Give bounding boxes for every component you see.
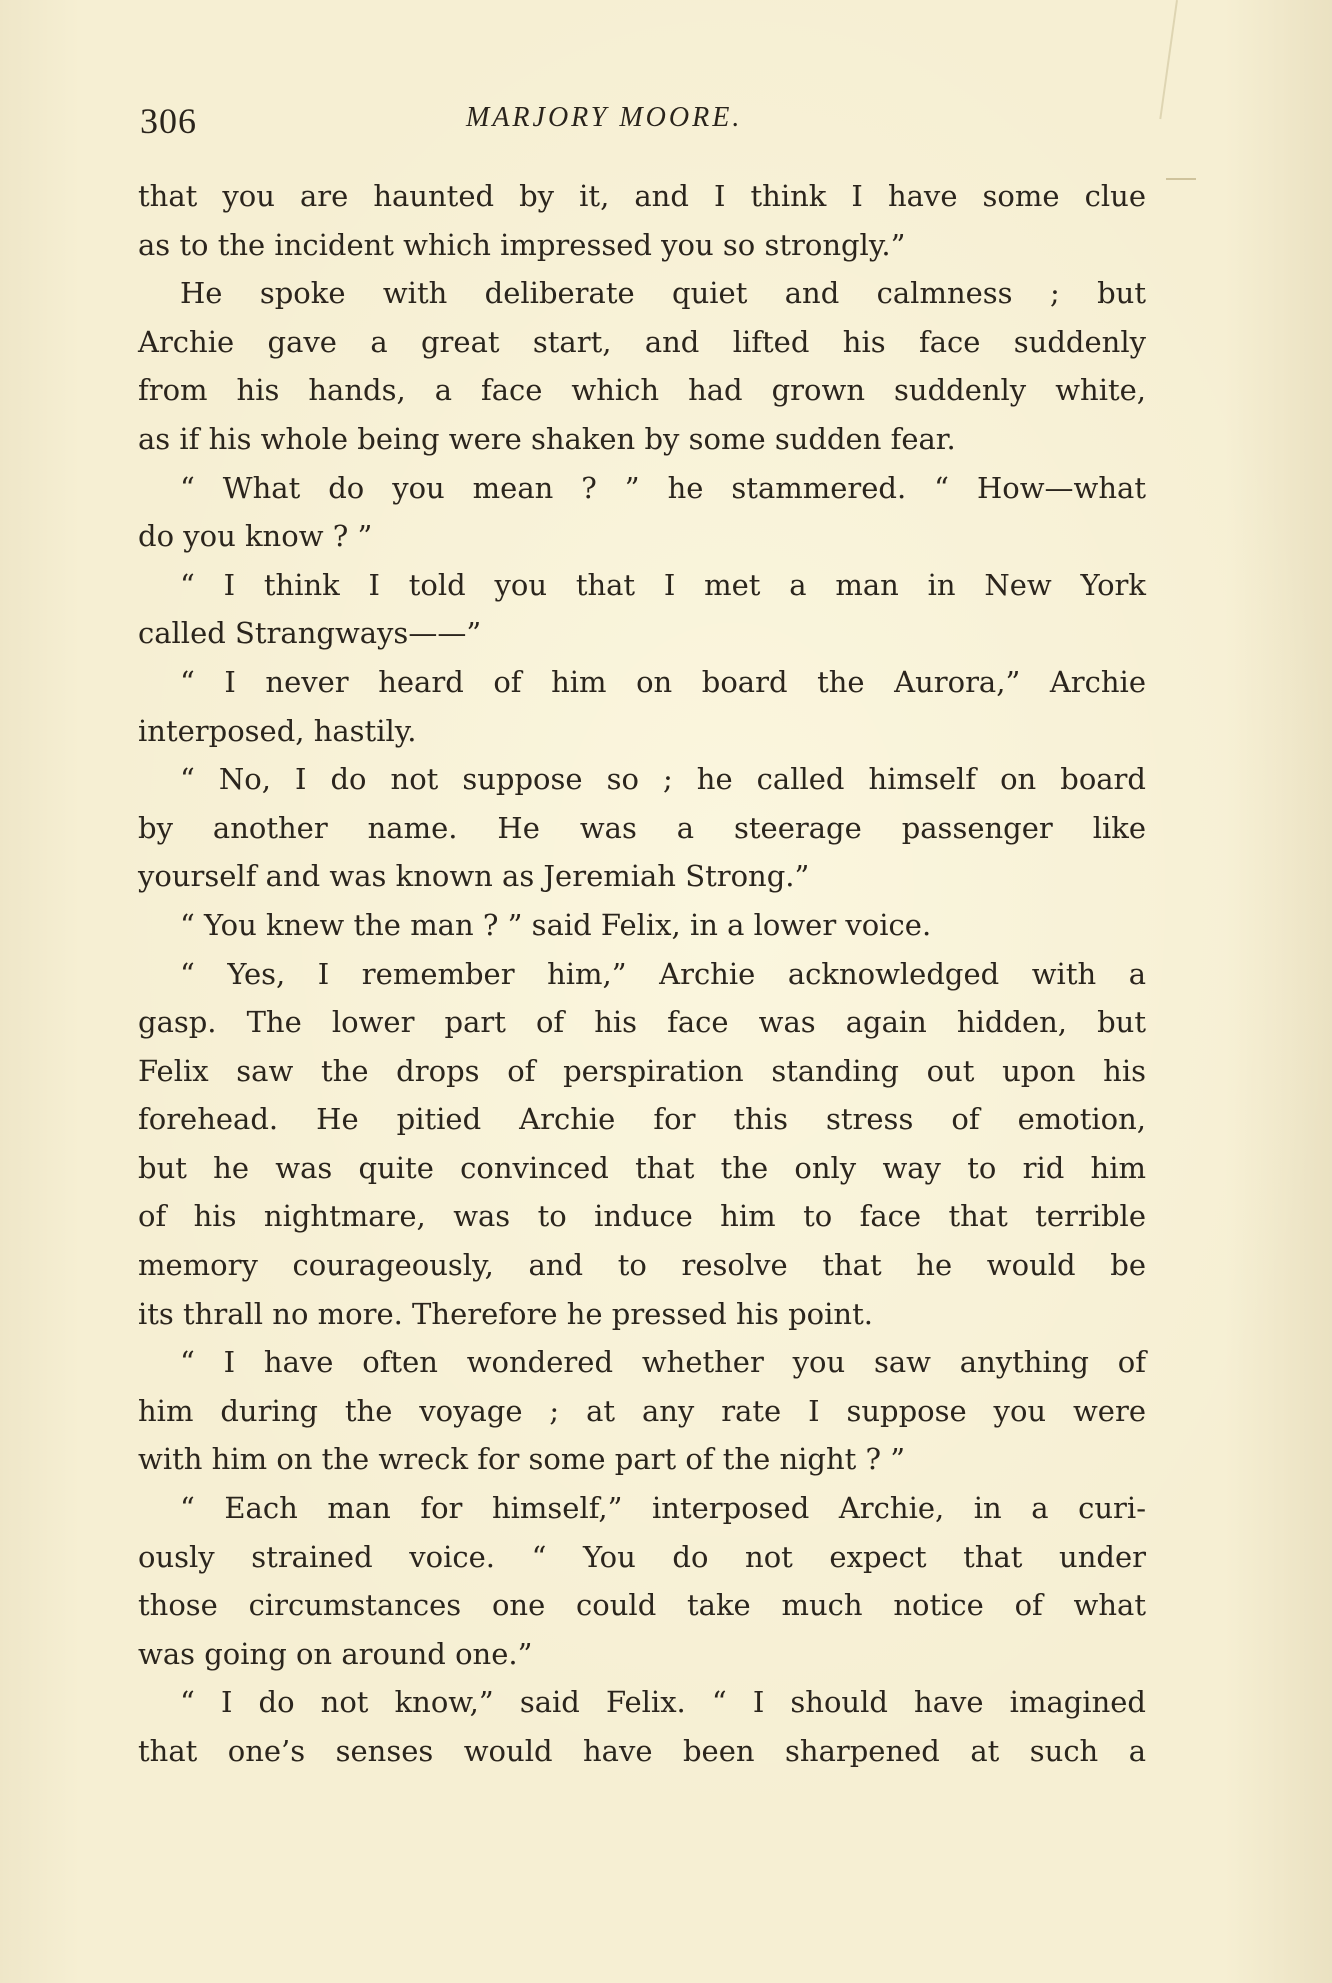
text-line: interposed, hastily. xyxy=(138,713,417,748)
text-line: Felix saw the drops of perspiration standing out upon his xyxy=(138,1053,1146,1088)
page-edge-mark xyxy=(1166,178,1196,180)
text-line: gasp. The lower part of his face was again hidden, but xyxy=(138,1005,1146,1040)
text-line: “ Yes, I remember him,” Archie acknowledged with a xyxy=(180,956,1146,991)
text-line: was going on around one.” xyxy=(138,1636,533,1671)
text-line: from his hands, a face which had grown suddenly white, xyxy=(138,373,1146,408)
text-line: “ You knew the man ? ” said Felix, in a lower voice. xyxy=(180,907,932,942)
text-line: ously strained voice. “ You do not expect that under xyxy=(138,1539,1146,1574)
text-line: “ What do you mean ? ” he stammered. “ How—what xyxy=(180,470,1146,505)
text-line: called Strangways——” xyxy=(138,616,482,651)
text-line: “ I have often wondered whether you saw anything of xyxy=(180,1345,1146,1380)
text-line: “ Each man for himself,” interposed Archie, in a curi- xyxy=(180,1491,1146,1526)
text-line: “ I do not know,” said Felix. “ I should have imagined xyxy=(180,1685,1146,1720)
text-line: that you are haunted by it, and I think I have some clue xyxy=(138,179,1146,213)
text-line: yourself and was known as Jeremiah Strong.” xyxy=(138,859,810,894)
page-edge-mark xyxy=(1159,0,1178,119)
text-line: by another name. He was a steerage passenger like xyxy=(138,810,1146,845)
text-line: do you know ? ” xyxy=(138,519,373,554)
text-line: that one’s senses would have been sharpened at such a xyxy=(138,1734,1146,1768)
book-title: MARJORY MOORE. xyxy=(466,102,743,133)
text-line: forehead. He pitied Archie for this stress of emotion, xyxy=(138,1102,1146,1137)
text-line: He spoke with deliberate quiet and calmness ; but xyxy=(180,276,1146,311)
text-line: as to the incident which impressed you so strongly.” xyxy=(138,227,906,262)
text-line: with him on the wreck for some part of the night ? ” xyxy=(138,1442,906,1477)
running-head xyxy=(140,96,1145,152)
text-line: him during the voyage ; at any rate I suppose you were xyxy=(138,1393,1146,1428)
text-line: its thrall no more. Therefore he pressed his point. xyxy=(138,1296,873,1331)
page-number: 306 xyxy=(140,101,197,141)
text-line: of his nightmare, was to induce him to face that terrible xyxy=(138,1199,1146,1234)
text-line: as if his whole being were shaken by some sudden fear. xyxy=(138,421,956,456)
text-line: “ No, I do not suppose so ; he called himself on board xyxy=(180,762,1146,797)
text-line: Archie gave a great start, and lifted his face suddenly xyxy=(138,324,1146,359)
text-line: “ I never heard of him on board the Aurora,” Archie xyxy=(180,664,1146,699)
text-line: memory courageously, and to resolve that he would be xyxy=(138,1248,1146,1283)
body-text xyxy=(138,172,1146,1776)
text-line: “ I think I told you that I met a man in New York xyxy=(180,567,1146,602)
text-line: those circumstances one could take much notice of what xyxy=(138,1588,1146,1623)
text-line: but he was quite convinced that the only way to rid him xyxy=(138,1150,1146,1185)
